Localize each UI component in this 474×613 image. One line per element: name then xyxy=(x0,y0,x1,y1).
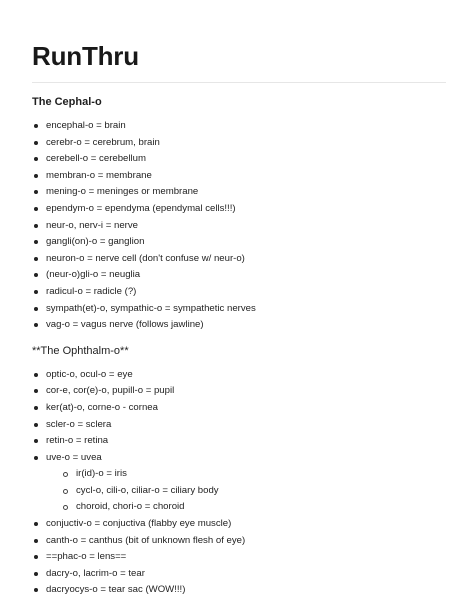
list-item-text: neuron-o = nerve cell (don't confuse w/ neur-o) xyxy=(46,252,245,264)
list-item-text: retin-o = retina xyxy=(46,435,109,447)
hollow-bullet-icon xyxy=(63,489,68,494)
hollow-bullet-icon xyxy=(63,472,68,477)
list-item-text: ker(at)-o, corne-o - cornea xyxy=(46,401,158,413)
sublist-item xyxy=(46,483,446,500)
bullet-icon xyxy=(34,588,38,592)
bullet-icon xyxy=(34,439,38,443)
list-item xyxy=(32,184,446,201)
list-item-text: (neur-o)gli-o = neuglia xyxy=(46,269,141,281)
list-item-text: neur-o, nerv-i = nerve xyxy=(46,219,138,231)
list-item-text: optic-o, ocul-o = eye xyxy=(46,368,133,380)
list-item xyxy=(32,317,446,334)
list-item-text: scler-o = sclera xyxy=(46,418,112,430)
list-item-text: cerebr-o = cerebrum, brain xyxy=(46,136,160,148)
list-item-text: cor-e, cor(e)-o, pupill-o = pupil xyxy=(46,385,175,397)
bullet-icon xyxy=(34,456,38,460)
list-item xyxy=(32,301,446,318)
list-item-text: cycl-o, cili-o, ciliar-o = ciliary body xyxy=(76,484,219,496)
bullet-icon xyxy=(34,207,38,211)
list-item-text: canth-o = canthus (bit of unknown flesh of eye) xyxy=(46,534,246,546)
list-item-text: sympath(et)-o, sympathic-o = sympathetic nerves xyxy=(46,302,256,314)
list-item xyxy=(32,417,446,434)
list-item-text: mening-o = meninges or membrane xyxy=(46,186,199,198)
bullet-icon xyxy=(34,539,38,543)
uvea-sublist xyxy=(46,466,446,516)
bullet-icon xyxy=(34,423,38,427)
bullet-icon xyxy=(34,240,38,244)
list-item-text: encephal-o = brain xyxy=(46,120,126,131)
bullet-icon xyxy=(34,572,38,576)
bullet-icon xyxy=(34,190,38,194)
list-item-text: radicul-o = radicle (?) xyxy=(46,285,137,297)
list-item xyxy=(32,135,446,152)
bullet-icon xyxy=(34,174,38,178)
bullet-icon xyxy=(34,373,38,377)
list-item-text: ir(id)-o = iris xyxy=(76,468,127,480)
bullet-icon xyxy=(34,273,38,277)
list-item-text: cerebell-o = cerebellum xyxy=(46,153,146,165)
list-item xyxy=(32,367,446,384)
bullet-icon xyxy=(34,157,38,161)
bullet-icon xyxy=(34,406,38,410)
list-item xyxy=(32,549,446,566)
list-item xyxy=(32,251,446,268)
list-item xyxy=(32,201,446,218)
page-title: RunThru xyxy=(32,41,139,71)
hollow-bullet-icon xyxy=(63,505,68,510)
bullet-icon xyxy=(34,555,38,559)
list-item-text: ==phac-o = lens== xyxy=(46,551,127,563)
section-heading-cephalo: The Cephal-o xyxy=(32,96,102,108)
list-item-text: membran-o = membrane xyxy=(46,169,152,181)
list-item xyxy=(32,383,446,400)
list-item xyxy=(32,284,446,301)
list-item-text: gangli(on)-o = ganglion xyxy=(46,236,145,248)
list-item xyxy=(32,433,446,450)
list-item xyxy=(32,533,446,550)
bullet-icon xyxy=(34,307,38,311)
title-divider xyxy=(32,82,446,83)
list-item xyxy=(32,582,446,599)
list-item-text: dacry-o, lacrim-o = tear xyxy=(46,567,145,579)
list-item xyxy=(32,400,446,417)
list-item xyxy=(32,267,446,284)
list-item xyxy=(32,151,446,168)
bullet-icon xyxy=(34,522,38,526)
bullet-icon xyxy=(34,257,38,261)
list-item xyxy=(32,566,446,583)
list-item xyxy=(32,516,446,533)
cephalo-list xyxy=(32,118,446,334)
list-item-text: choroid, chori-o = choroid xyxy=(76,501,185,513)
section-heading-ophthalmo: **The Ophthalm-o** xyxy=(32,344,129,357)
list-item xyxy=(32,234,446,251)
list-item-text: ependym-o = ependyma (ependymal cells!!!) xyxy=(46,202,236,214)
bullet-icon xyxy=(34,323,38,327)
bullet-icon xyxy=(34,389,38,393)
list-item xyxy=(32,218,446,235)
list-item-text: vag-o = vagus nerve (follows jawline) xyxy=(46,319,204,331)
bullet-icon xyxy=(34,141,38,145)
sublist-item xyxy=(46,499,446,516)
bullet-icon xyxy=(34,124,38,128)
ophthalmo-list xyxy=(32,367,446,599)
list-item xyxy=(32,118,446,135)
list-item-text: dacryocys-o = tear sac (WOW!!!) xyxy=(46,584,186,596)
list-item xyxy=(32,450,446,516)
list-item xyxy=(32,168,446,185)
list-item-text: conjuctiv-o = conjuctiva (flabby eye muscle) xyxy=(46,518,232,530)
bullet-icon xyxy=(34,290,38,294)
bullet-icon xyxy=(34,224,38,228)
list-item-text: uve-o = uvea xyxy=(46,451,102,463)
sublist-item xyxy=(46,466,446,483)
